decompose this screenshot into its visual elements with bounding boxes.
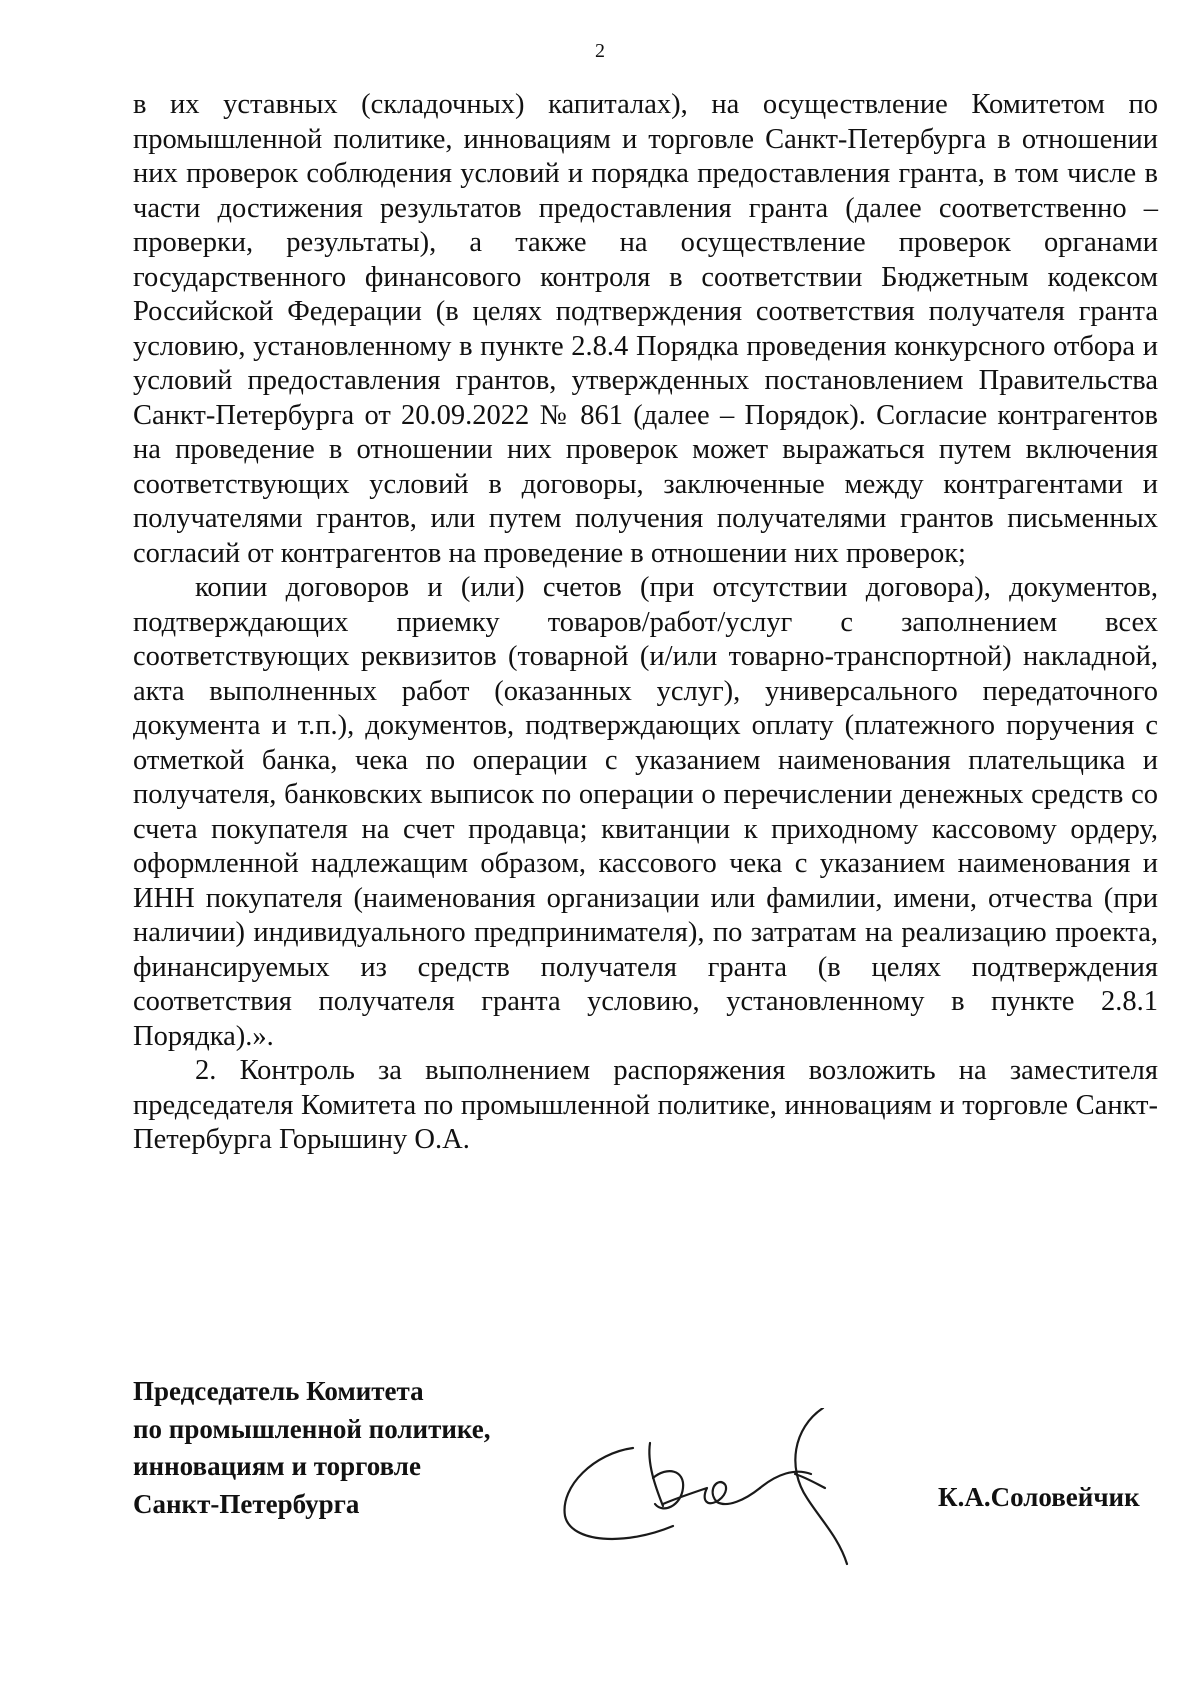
handwritten-signature [555, 1408, 925, 1573]
signatory-title [133, 1373, 553, 1523]
signatory-title-line: инновациям и торговле [133, 1451, 421, 1481]
signatory-name: К.А.Соловейчик [938, 1482, 1140, 1512]
document-body [133, 88, 1158, 1158]
signatory-title-line: Председатель Комитета [133, 1376, 424, 1406]
page-number: 2 [595, 40, 605, 62]
body-paragraph-documents-list: копии договоров и (или) счетов (при отсутствии договора), документов, подтверждающих приемку товаров/работ/услуг с заполнением всех соответствующих реквизитов (товарной (и/или товарно-транспортной) накладной, акта выполненных работ (оказанных услуг), универсального передаточного документа и т.п.), документов, подтверждающих оплату (платежного поручения с отметкой банка, чека по операции с указанием наименования плательщика и получателя, банковских выписок по операции о перечислении денежных средств со счета покупателя на счет продавца; квитанции к приходному кассовому ордеру, оформленной надлежащим образом, кассового чека с указанием наименования и ИНН покупателя (наименования организации или фамилии, имени, отчества (при наличии) индивидуального предпринимателя), по затратам на реализацию проекта, финансируемых из средств получателя гранта (в целях подтверждения соответствия получателя гранта условию, установленному в пункте 2.8.1 Порядка).». [133, 572, 1158, 1052]
body-paragraph-control-clause: 2. Контроль за выполнением распоряжения возложить на заместителя председателя Комитета по промышленной политике, инновациям и торговле Санкт-Петербурга Горышину О.А. [133, 1055, 1158, 1155]
signatory-title-line: Санкт-Петербурга [133, 1488, 360, 1519]
body-paragraph-continuation: в их уставных (складочных) капиталах), на осуществление Комитетом по промышленной политике, инновациям и торговле Санкт-Петербурга в отношении них проверок соблюдения условий и порядка предоставления гранта, в том числе в части достижения результатов предоставления гранта (далее соответственно – проверки, результаты), а также на осуществление проверок органами государственного финансового контроля в соответствии Бюджетным кодексом Российской Федерации (в целях подтверждения соответствия получателя гранта условию, установленному в пункте 2.8.4 Порядка проведения конкурсного отбора и условий предоставления грантов, утвержденных постановлением Правительства Санкт-Петербурга от 20.09.2022 № 861 (далее – Порядок). Согласие контрагентов на проведение в отношении них проверок может выражаться путем включения соответствующих условий в договоры, заключенные между контрагентами и получателями грантов, или путем получения получателями грантов письменных согласий от контрагентов на проведение в отношении них проверок; [133, 89, 1158, 569]
signatory-title-line: по промышленной политике, [133, 1413, 491, 1444]
